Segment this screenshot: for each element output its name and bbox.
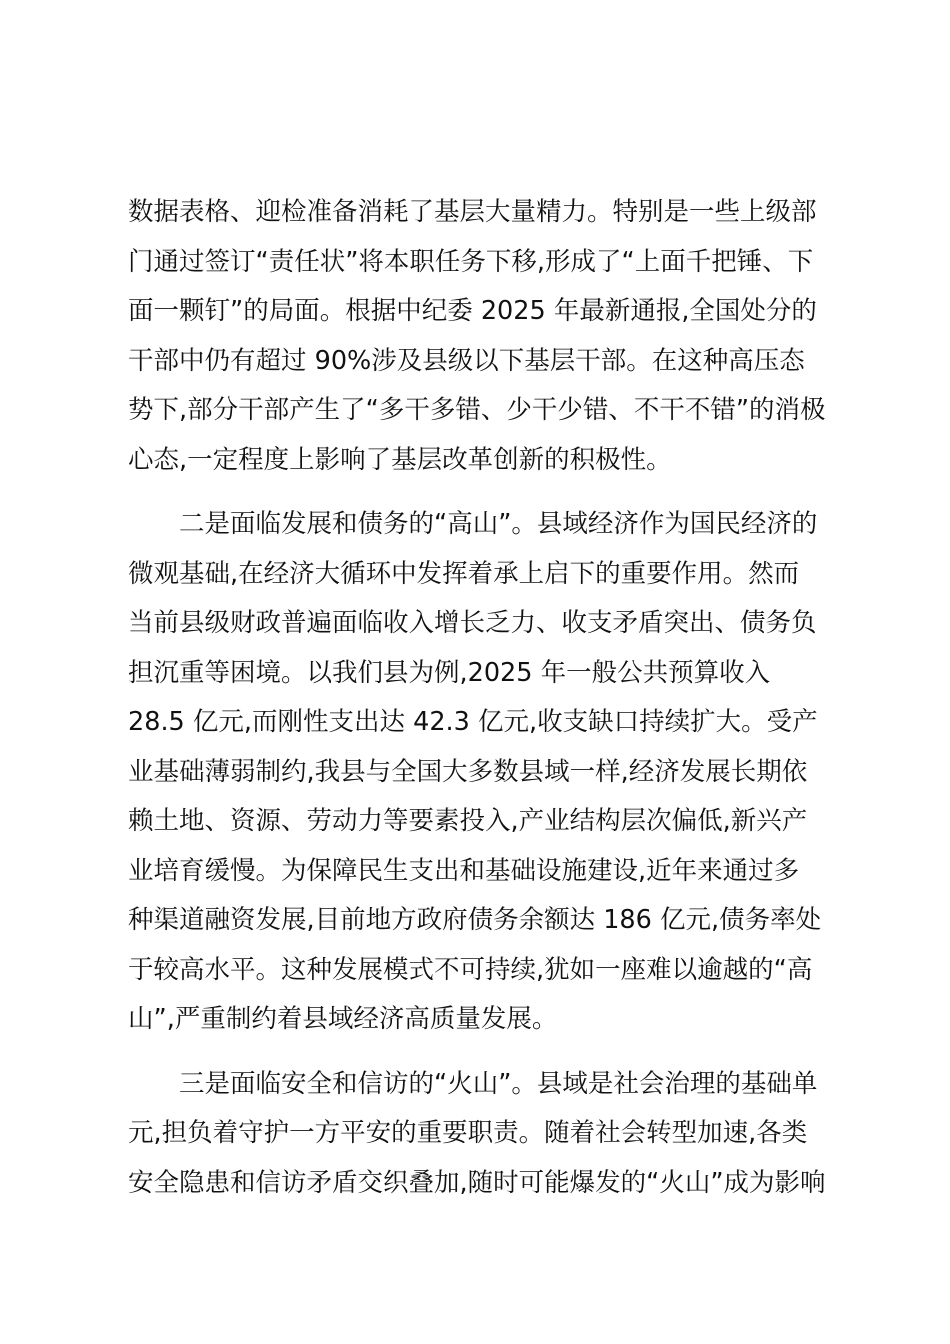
body-text: [128, 188, 826, 1208]
paragraph-3: [128, 1060, 826, 1209]
text-line: 元,担负着守护一方平安的重要职责。随着社会转型加速,各类: [128, 1118, 808, 1148]
text-line: 面一颗钉”的局面。根据中纪委 2025 年最新通报,全国处分的: [128, 296, 817, 326]
text-line: 当前县级财政普遍面临收入增长乏力、收支矛盾突出、债务负: [128, 608, 817, 638]
paragraph-1: [128, 188, 826, 485]
paragraph-spacing: [128, 485, 822, 500]
text-line: 二是面临发展和债务的“高山”。县域经济作为国民经济的: [179, 509, 818, 539]
text-line: 赖土地、资源、劳动力等要素投入,产业结构层次偏低,新兴产: [128, 806, 808, 836]
text-line: 三是面临安全和信访的“火山”。县域是社会治理的基础单: [179, 1068, 818, 1099]
paragraph-spacing: [128, 1045, 822, 1060]
text-line: 业培育缓慢。为保障民生支出和基础设施建设,近年来通过多: [128, 855, 800, 886]
text-line: 门通过签订“责任状”将本职任务下移,形成了“上面千把锤、下: [128, 246, 814, 277]
text-line: 于较高水平。这种发展模式不可持续,犹如一座难以逾越的“高: [128, 954, 813, 985]
text-line: 干部中仍有超过 90%涉及县级以下基层干部。在这种高压态: [128, 345, 805, 376]
text-line: 心态,一定程度上影响了基层改革创新的积极性。: [128, 444, 672, 475]
text-line: 山”,严重制约着县域经济高质量发展。: [128, 1004, 558, 1034]
text-line: 微观基础,在经济大循环中发挥着承上启下的重要作用。然而: [128, 558, 800, 589]
text-line: 种渠道融资发展,目前地方政府债务余额达 186 亿元,债务率处: [128, 905, 822, 935]
text-line: 28.5 亿元,而刚性支出达 42.3 亿元,收支缺口持续扩大。受产: [128, 707, 818, 737]
text-line: 势下,部分干部产生了“多干多错、少干少错、不干不错”的消极: [128, 395, 826, 425]
text-line: 业基础薄弱制约,我县与全国大多数县域一样,经济发展长期依: [128, 756, 808, 787]
text-line: 担沉重等困境。以我们县为例,2025 年一般公共预算收入: [128, 657, 771, 688]
text-line: 安全隐患和信访矛盾交织叠加,随时可能爆发的“火山”成为影响: [128, 1167, 826, 1198]
paragraph-2: [128, 500, 822, 1045]
text-line: 数据表格、迎检准备消耗了基层大量精力。特别是一些上级部: [128, 197, 817, 227]
